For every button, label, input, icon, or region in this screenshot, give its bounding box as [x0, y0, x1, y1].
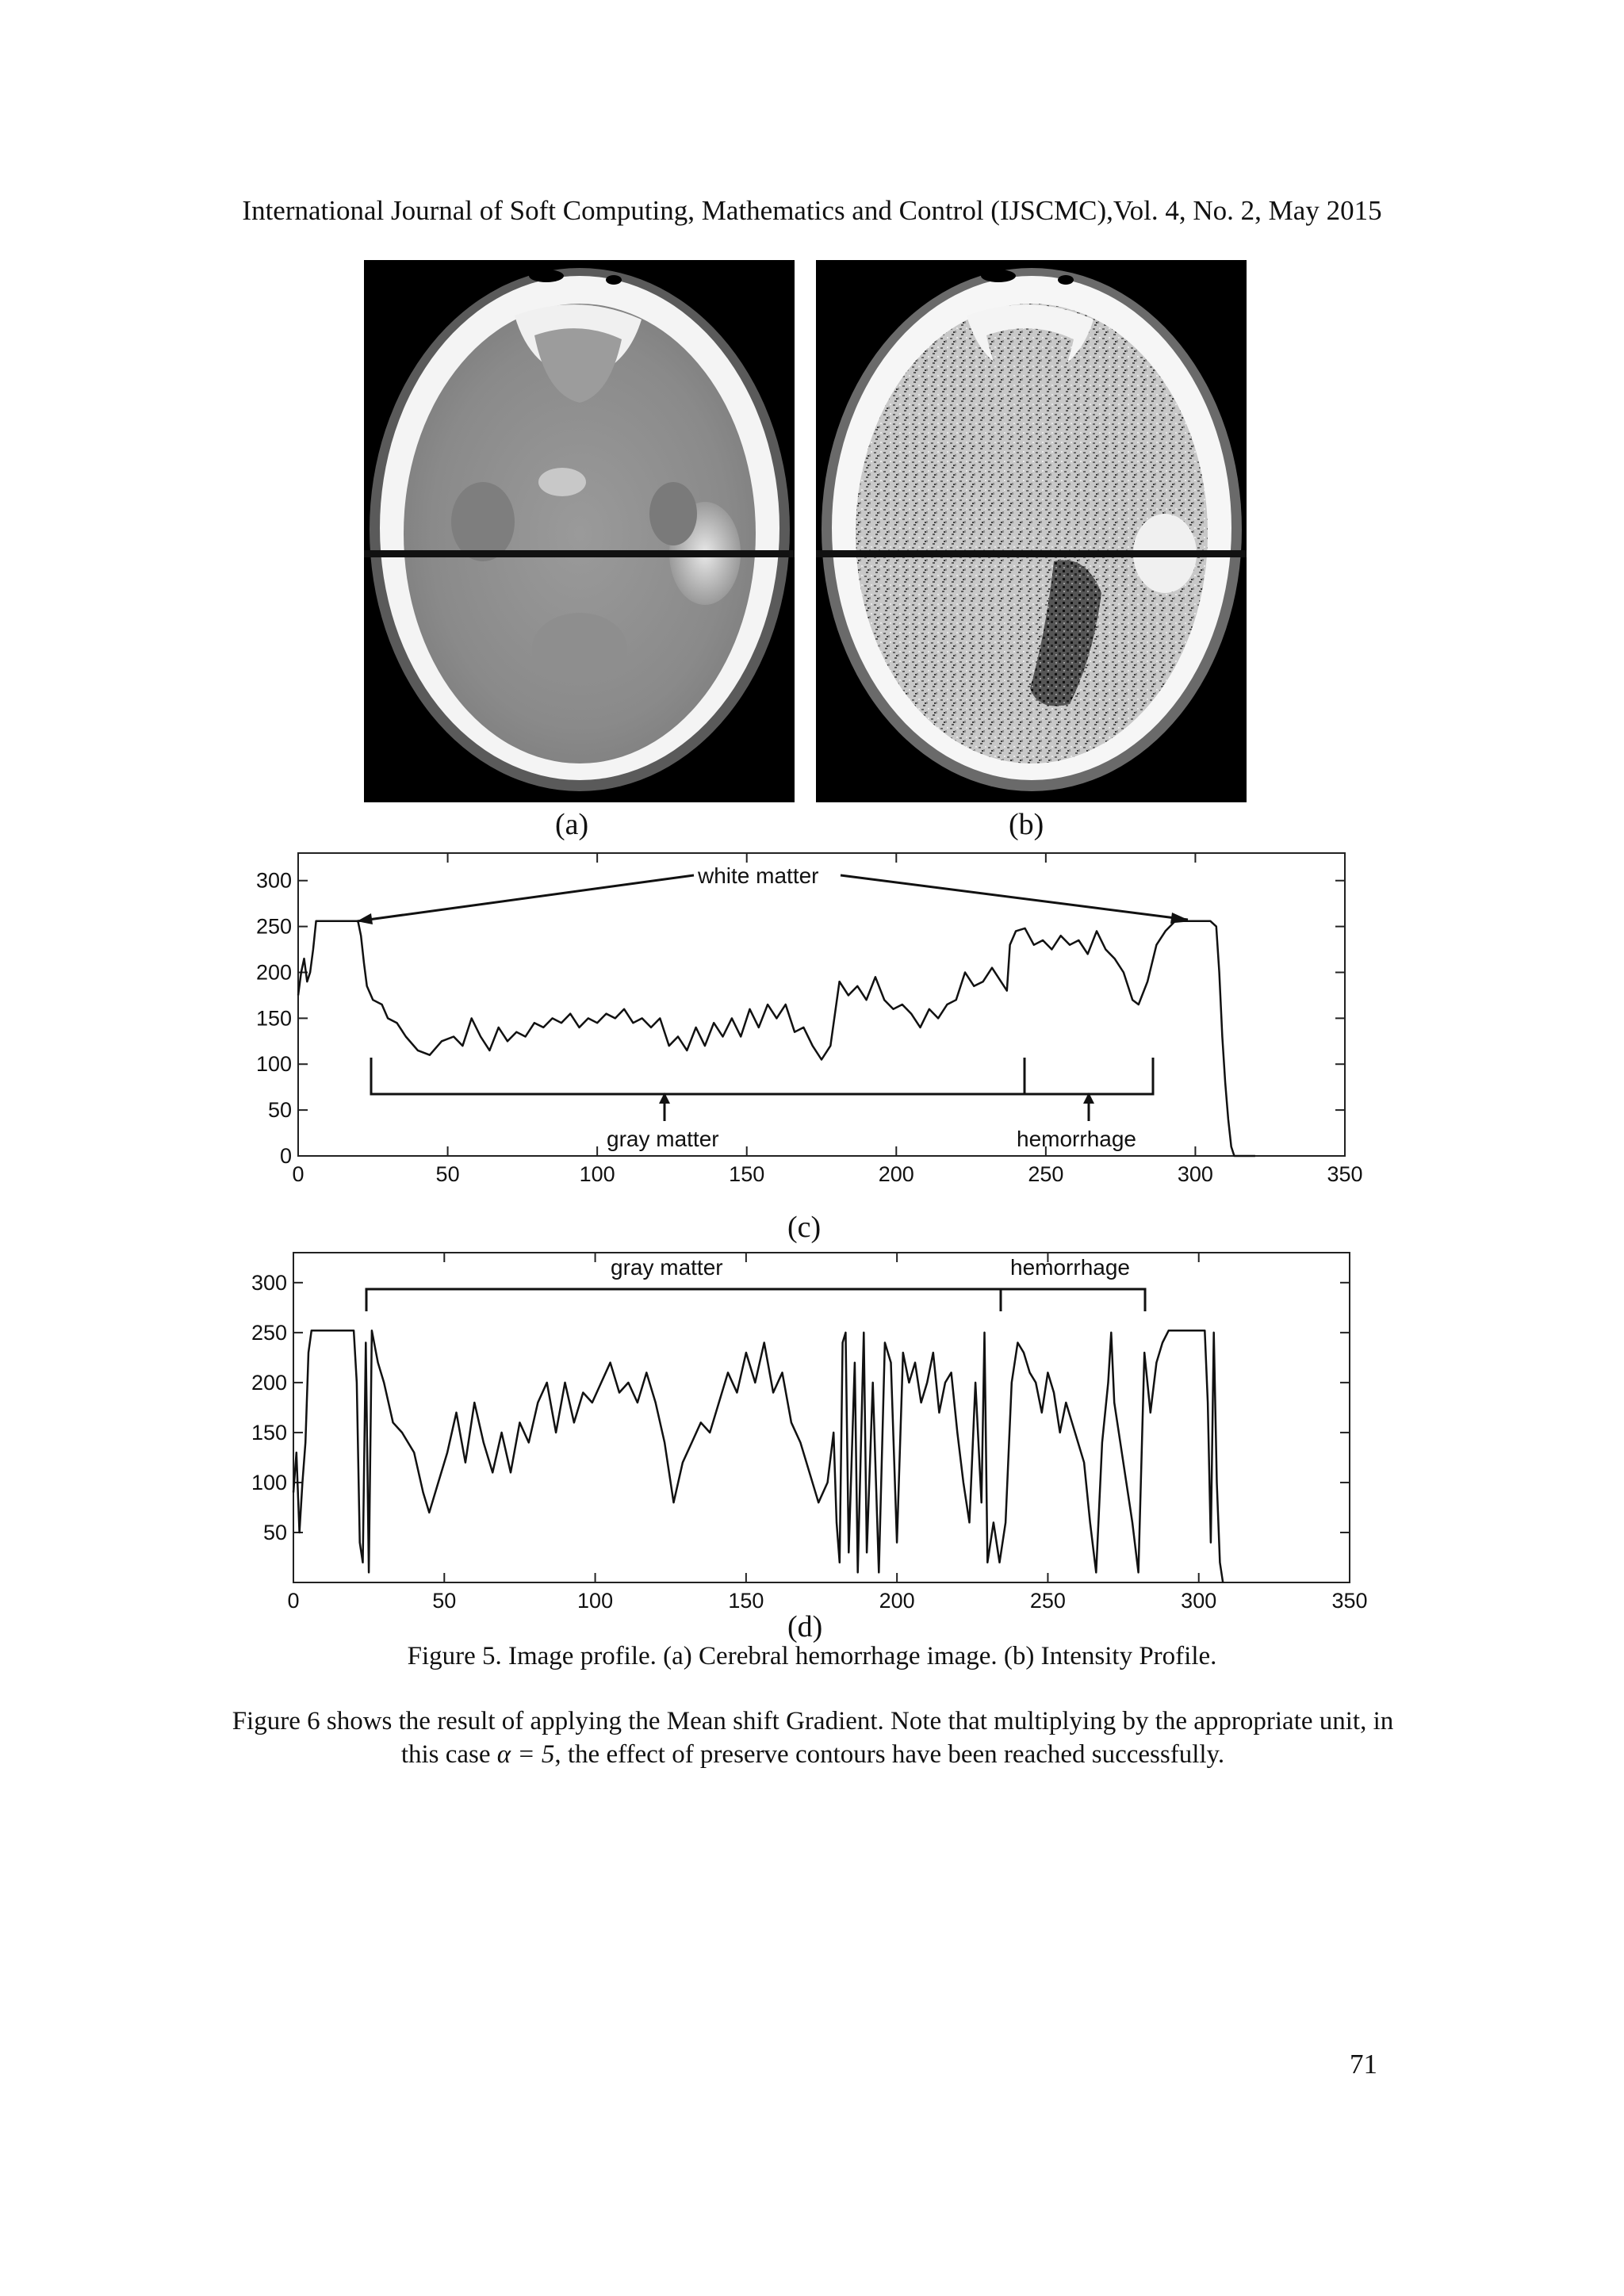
ct-image-a — [364, 260, 795, 802]
body-text-after: , the effect of preserve contours have been reached successfully. — [554, 1740, 1225, 1769]
chart-d-series — [293, 1330, 1223, 1582]
y-tick-label: 250 — [255, 914, 292, 939]
chart-d — [238, 1242, 1368, 1613]
body-text-math: α = 5 — [496, 1740, 555, 1769]
body-text-before: Figure 6 shows the result of applying the Mean shift Gradient. Note that multiplying by the appropriate unit, in this case — [232, 1707, 1394, 1769]
x-tick-label: 300 — [1181, 1589, 1217, 1613]
annotation-gray-matter-d: gray matter — [611, 1255, 723, 1280]
chart-c-frame — [298, 853, 1345, 1156]
body-paragraph — [230, 1705, 1396, 1771]
ct-image-b-graphic — [816, 260, 1247, 802]
x-tick-label: 200 — [878, 1162, 914, 1186]
annotation-white-matter: white matter — [698, 863, 819, 888]
ct-image-a-graphic — [364, 260, 795, 802]
journal-header: International Journal of Soft Computing, Mathematics and Control (IJSCMC),Vol. 4, No. 2, May 2015 — [242, 195, 1382, 226]
x-tick-label: 250 — [1029, 1589, 1066, 1613]
y-tick-label: 50 — [262, 1520, 287, 1544]
page-number: 71 — [1350, 2049, 1377, 2080]
chart-d-ticks — [251, 1253, 1368, 1613]
panel-label-c: (c) — [787, 1211, 822, 1244]
annotation-gray-matter: gray matter — [607, 1127, 719, 1151]
x-tick-label: 300 — [1177, 1162, 1213, 1186]
annotation-hemorrhage-d: hemorrhage — [1010, 1255, 1130, 1280]
x-tick-label: 100 — [577, 1589, 614, 1613]
series-line — [298, 921, 1255, 1156]
y-tick-label: 200 — [255, 960, 292, 985]
panel-label-a: (a) — [555, 808, 589, 841]
y-tick-label: 200 — [251, 1370, 287, 1395]
annotation-hemorrhage: hemorrhage — [1017, 1127, 1136, 1151]
y-tick-label: 100 — [251, 1470, 287, 1494]
y-tick-label: 300 — [251, 1270, 287, 1295]
x-tick-label: 150 — [729, 1162, 765, 1186]
y-tick-label: 250 — [251, 1320, 287, 1345]
x-tick-label: 350 — [1327, 1162, 1363, 1186]
panel-label-b: (b) — [1009, 808, 1044, 841]
x-tick-label: 250 — [1028, 1162, 1064, 1186]
y-tick-label: 50 — [267, 1098, 292, 1123]
y-tick-label: 0 — [279, 1144, 292, 1168]
figure-caption: Figure 5. Image profile. (a) Cerebral hemorrhage image. (b) Intensity Profile. — [407, 1642, 1217, 1670]
x-tick-label: 150 — [728, 1589, 764, 1613]
y-tick-label: 150 — [255, 1006, 292, 1031]
x-tick-label: 0 — [292, 1162, 304, 1186]
x-tick-label: 100 — [579, 1162, 615, 1186]
x-tick-label: 50 — [432, 1589, 457, 1613]
y-tick-label: 100 — [255, 1052, 292, 1077]
x-tick-label: 0 — [287, 1589, 300, 1613]
chart-d-frame — [293, 1253, 1350, 1582]
chart-c-annotations — [357, 875, 1188, 1121]
y-tick-label: 300 — [255, 868, 292, 893]
ct-image-b — [816, 260, 1247, 802]
chart-d-annotations — [366, 1289, 1145, 1311]
x-tick-label: 50 — [435, 1162, 460, 1186]
chart-c-ticks — [256, 853, 1363, 1186]
series-line — [293, 1330, 1223, 1582]
x-tick-label: 200 — [879, 1589, 915, 1613]
panel-label-d: (d) — [787, 1610, 823, 1644]
chart-c — [238, 840, 1364, 1205]
y-tick-label: 150 — [251, 1420, 287, 1445]
x-tick-label: 350 — [1331, 1589, 1368, 1613]
chart-c-series — [298, 921, 1255, 1156]
